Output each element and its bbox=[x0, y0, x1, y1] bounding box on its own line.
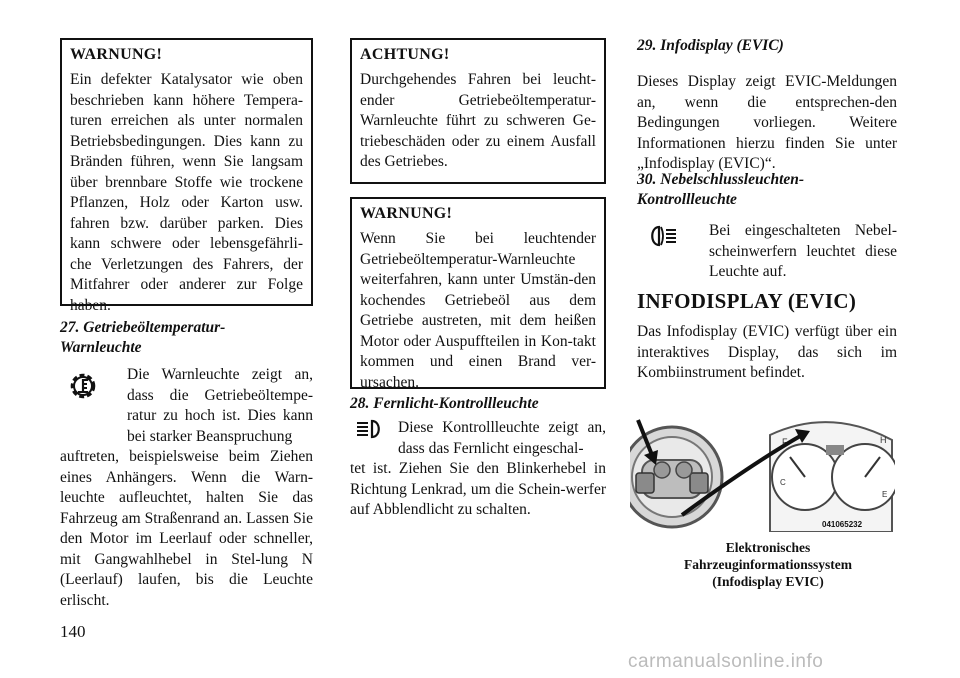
section-title-infodisplay: INFODISPLAY (EVIC) bbox=[637, 289, 857, 313]
heading-27-line2: Warnleuchte bbox=[60, 339, 142, 356]
gauge-label-c: C bbox=[780, 478, 786, 487]
warning-title-2: WARNUNG! bbox=[360, 205, 453, 222]
warning-box bbox=[60, 38, 313, 314]
rear-fog-light-icon bbox=[645, 224, 679, 248]
infodisplay-section-para: Das Infodisplay (EVIC) verfügt über ein interaktives Display, das sich im Kombiinstrument befindet. bbox=[637, 323, 897, 381]
page-number: 140 bbox=[60, 622, 86, 641]
transmission-temperature-icon bbox=[65, 368, 101, 404]
figure-code: 041065232 bbox=[822, 520, 863, 529]
section-heading-27 bbox=[60, 318, 313, 358]
warning-text-2: Wenn Sie bei leuchtender Getriebeöltemperatur-Warnleuchte weiterfahren, kann unter Umstän-den kochendes Getriebeöl aus dem Getriebe austreten, mit dem heißen Motor oder Auspuffteilen in Kon-takt kommen und einen Brand ver-ursachen. bbox=[360, 230, 596, 391]
caution-title: ACHTUNG! bbox=[360, 46, 450, 63]
caution-text: Durchgehendes Fahren bei leucht-ender Getriebeöltemperatur-Warnleuchte führt zu schweren Ge-triebeschäden oder zu einem Ausfall des Getriebes. bbox=[360, 71, 596, 170]
caption-line3: (Infodisplay EVIC) bbox=[712, 574, 824, 589]
infodisplay-para: Dieses Display zeigt EVIC-Meldungen an, wenn die entsprechen-den Bedingungen vorliegen. Weitere Informationen hierzu finden Sie unter „Infodisplay (EVIC)“. bbox=[637, 73, 897, 172]
high-beam-indent-text: Diese Kontrollleuchte zeigt an, dass das Fernlicht eingeschal- bbox=[398, 419, 606, 457]
section-heading-29: 29. Infodisplay (EVIC) bbox=[637, 37, 784, 54]
heading-30-line2: Kontrollleuchte bbox=[637, 191, 737, 208]
caption-line2: Fahrzeuginformationssystem bbox=[684, 557, 852, 572]
gauge-label-f: F bbox=[782, 437, 788, 447]
rear-fog-indent-text: Bei eingeschalteten Nebel-scheinwerfern leuchtet diese Leuchte auf. bbox=[709, 222, 897, 280]
gauge-label-e: E bbox=[882, 490, 888, 499]
watermark: carmanualsonline.info bbox=[628, 651, 824, 672]
warning-box-2 bbox=[350, 197, 606, 389]
warning-light-27-body-text: auftreten, beispielsweise beim Ziehen eines Anhängers. Wenn die Warn-leuchte aufleuchtet, halten Sie das Fahrzeug am Straßenrand an. Lassen Sie den Motor im Leerlauf oder schneller, mit Gangwahlhebel in Stel-lung N (Leerlauf) laufen, bis die Leuchte erlischt. bbox=[60, 448, 313, 609]
warning-text: Ein defekter Katalysator wie oben beschrieben kann höhere Tempera-turen erreichen als unter normalen Betriebsbedingungen. Dies kann zu Bränden führen, wenn Sie langsam über brennbare Stoffe wie trockene Pflanzen, Holz oder Karton usw. fahren bzw. darüber parken. Dies kann schwere oder lebensgefährli-che Verletzungen des Fahrers, der Mitfahrer oder anderer zur Folge haben. bbox=[70, 71, 303, 314]
warning-light-27-indent-text: Die Warnleuchte zeigt an, dass die Getriebeöltempe-ratur zu hoch ist. Dies kann bei starker Beanspruchung bbox=[127, 366, 313, 445]
high-beam-icon bbox=[354, 418, 384, 440]
heading-27-line1: 27. Getriebeöltemperatur- bbox=[60, 319, 226, 336]
section-heading-28: 28. Fernlicht-Kontrollleuchte bbox=[350, 395, 539, 412]
caption-line1: Elektronisches bbox=[725, 540, 811, 555]
gauge-label-h: H bbox=[880, 435, 887, 445]
high-beam-body-text: tet ist. Ziehen Sie den Blinkerhebel in Richtung Lenkrad, um die Schein-werfer auf Abblendlicht zu schalten. bbox=[350, 460, 606, 518]
section-heading-30 bbox=[637, 170, 897, 210]
instrument-cluster-figure bbox=[630, 415, 895, 532]
figure-caption bbox=[657, 539, 879, 590]
warning-title: WARNUNG! bbox=[70, 46, 163, 63]
caution-box bbox=[350, 38, 606, 184]
heading-30-line1: 30. Nebelschlussleuchten- bbox=[637, 171, 805, 188]
